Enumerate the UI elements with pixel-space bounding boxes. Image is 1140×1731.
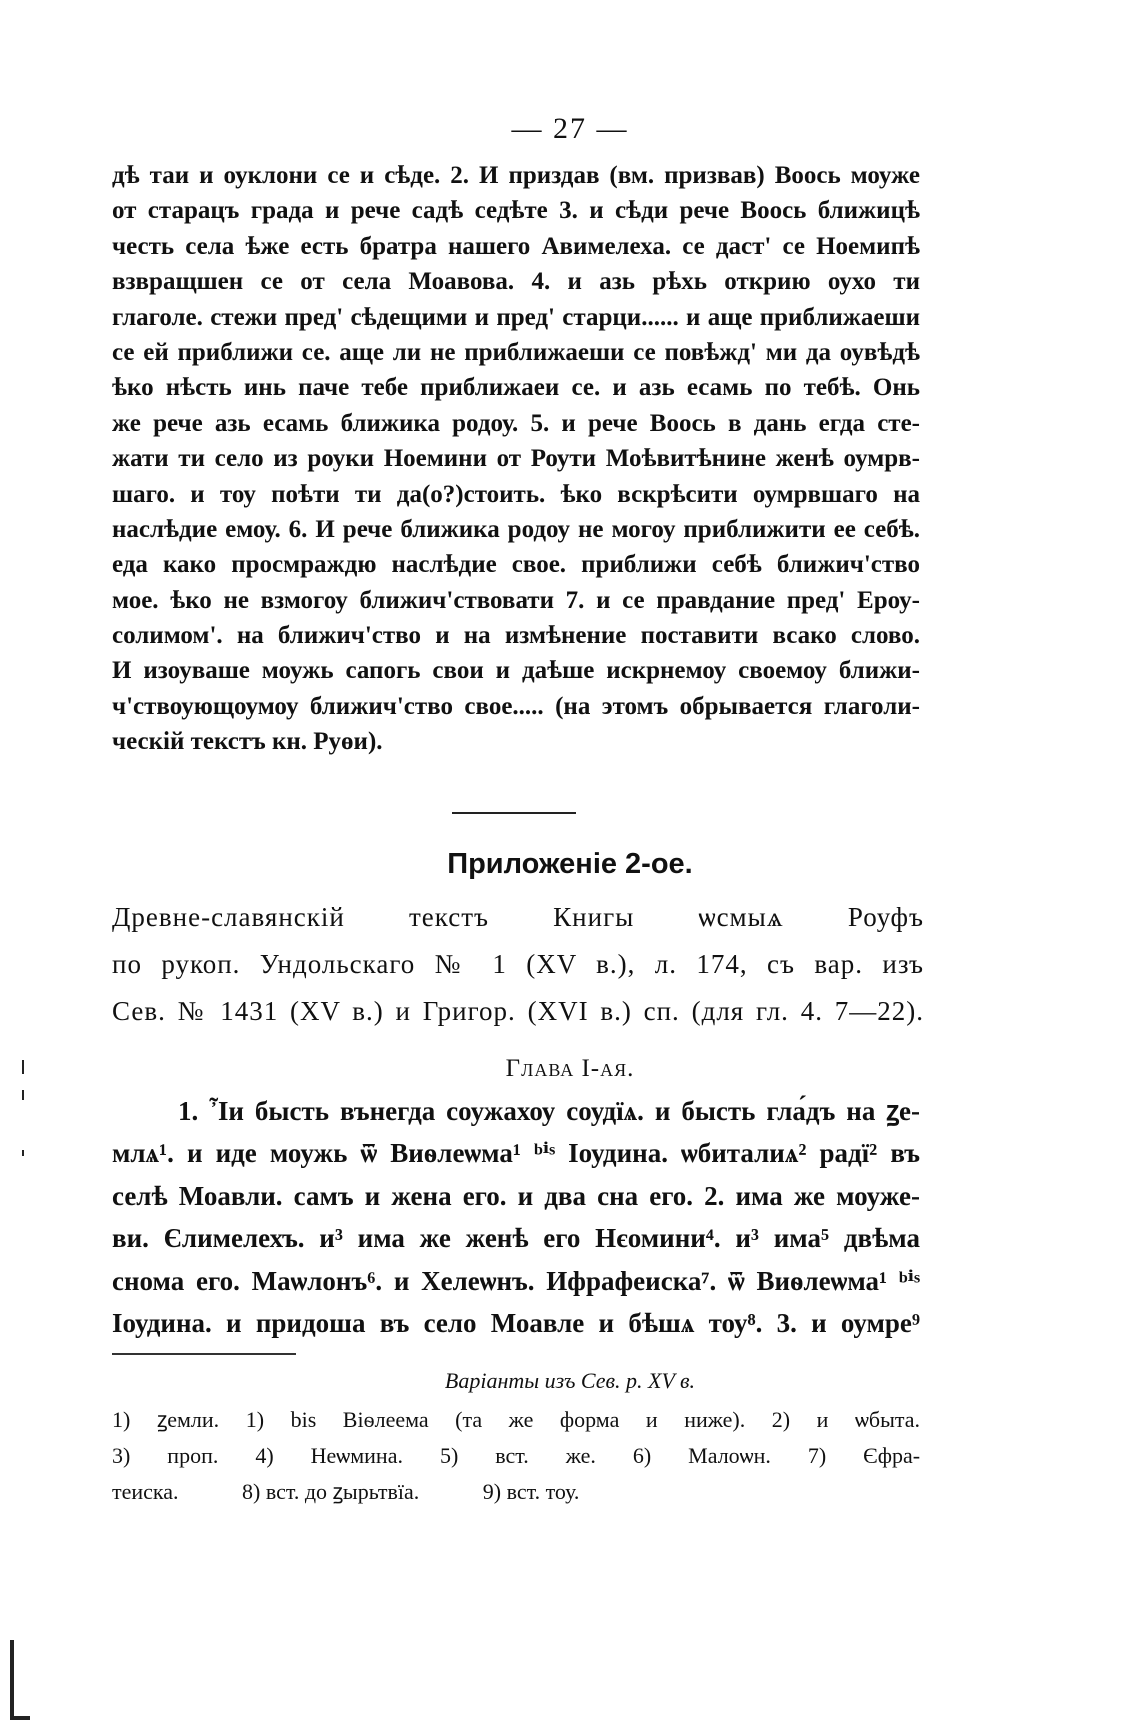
source-description: [112, 894, 924, 1035]
text-line: ч'ствоующоумоу ближич'ство свое..... (на этомъ обрывается глаголи-: [112, 692, 920, 720]
text-line: се ей приближи се. аще ли не приближаеши се повѣжд' ми да оувѣдѣ: [112, 338, 920, 366]
footnote: 3) проп.: [112, 1443, 219, 1468]
text-line: же рече азь есамь ближика родоу. 5. и рече Воось в дань егда сте-: [112, 409, 920, 437]
slavonic-line: млѧ¹. и иде моужь ѿ Виѳлеѡма¹ ᵇⁱˢ Іоудина. ѡбиталиѧ² радї² въ: [112, 1138, 920, 1169]
slavonic-line: ви. Єлимелехъ. и³ има же женѣ его Нєомини⁴. и³ има⁵ двѣма: [112, 1223, 920, 1254]
text-line: мое. ѣко не взмогоу ближич'ствовати 7. и се правдание пред' Ероу-: [112, 586, 920, 614]
description-line: Древне-славянскій текстъ Книгы ѡсмыѧ Роуфъ: [112, 902, 924, 932]
text-line: солимом'. на ближич'ство и на измѣнение поставити всако слово.: [112, 622, 920, 650]
slavonic-text-block: [112, 1090, 920, 1344]
text-line: честь села ѣже есть братра нашего Авимелеха. се даст' се Ноемипѣ: [112, 232, 920, 260]
footnote-line: [112, 1402, 920, 1438]
footnote: 2) и ѡбыта.: [771, 1407, 921, 1432]
footnote: 4) Неѡмина.: [255, 1443, 403, 1468]
text-line: глаголе. стежи пред' сѣдещими и пред' старци...... и аще приближаеши: [112, 303, 920, 331]
slavonic-line: 1. Ἶи бысть вънегда соужахоу соудїѧ. и бысть гла́дъ на ꙁе-: [178, 1096, 920, 1126]
footnote: теиска.: [112, 1479, 179, 1504]
chapter-heading: Глава I-ая.: [505, 1055, 635, 1082]
scan-edge-mark: [10, 1640, 14, 1720]
footnote: 1) bis Віѳлеема (та же форма и ниже).: [245, 1407, 746, 1432]
text-line: дѣ таи и оуклони се и сѣде. 2. И приздав (вм. призвав) Воось моуже: [112, 162, 920, 189]
text-line: от старацъ града и рече садѣ седѣте 3. и сѣди рече Воось ближицѣ: [112, 197, 920, 225]
slavonic-line: снома его. Маѡлонъ⁶. и Хелеѡнъ. Ифрафеиска⁷. ѿ Виѳлеѡма¹ ᵇⁱˢ: [112, 1265, 920, 1296]
page-number: — 27 —: [511, 112, 629, 145]
footnote: 6) Малоѡн.: [632, 1443, 771, 1468]
text-line: И изоуваше моужь сапогь свои и даѣше искрнемоу своемоу ближи-: [112, 657, 920, 685]
scan-edge-mark: [22, 1150, 24, 1156]
footnote: 8) вст. до ꙁырьтвїа.: [242, 1479, 420, 1504]
text-line: ѣко нѣсть инь паче тебе приближаеи се. и азь есамь по тебѣ. Онь: [112, 374, 920, 402]
description-line: Сев. № 1431 (XV в.) и Григор. (XVI в.) сп. (для гл. 4. 7—22).: [112, 996, 924, 1026]
text-line: еда како просмраждю наслѣдие свое. приближи себѣ ближич'ство: [112, 551, 920, 579]
text-line: шаго. и тоу поѣти ти да(о?)стоить. ѣко вскрѣсити оумрвшаго на: [112, 480, 920, 508]
text-line: взвращшен се от села Моавова. 4. и азь рѣхь открию оухо ти: [112, 268, 920, 296]
appendix-title: Приложеніе 2-ое.: [447, 848, 693, 880]
footnote-line: [112, 1438, 920, 1474]
text-line: ческій текстъ кн. Руөи).: [112, 728, 383, 756]
slavonic-line: селѣ Моавли. самъ и жена его. и два сна его. 2. има же моуже-: [112, 1180, 920, 1211]
text-line: жати ти село из роуки Ноемини от Роути Моѣвитѣнине женѣ оумрв-: [112, 445, 920, 473]
text-line: наслѣдие емоу. 6. И рече ближика родоу не могоу приближити ее себѣ.: [112, 515, 920, 543]
footnotes-block: [112, 1402, 920, 1510]
scan-edge-mark: [22, 1060, 24, 1074]
footnote-line: [112, 1474, 920, 1510]
main-text-block: [112, 158, 920, 760]
footnote: 7) Єфра-: [807, 1443, 921, 1468]
footnote: 5) вст. же.: [439, 1443, 596, 1468]
footnote: 1) ꙁемли.: [112, 1407, 220, 1432]
footnote: 9) вст. тоу.: [482, 1479, 580, 1504]
scan-edge-mark: [22, 1090, 24, 1100]
footnotes-heading: Варіанты изъ Сев. р. XV в.: [444, 1368, 696, 1393]
section-separator: [452, 812, 576, 814]
footnote-rule: [112, 1353, 296, 1355]
slavonic-line: Іоудина. и придоша въ село Моавле и бѣшѧ тоу⁸. 3. и оумре⁹: [112, 1307, 920, 1338]
scan-edge-mark: [10, 1716, 30, 1720]
description-line: по рукоп. Ундольскаго № 1 (XV в.), л. 174, съ вар. изъ: [112, 949, 924, 979]
